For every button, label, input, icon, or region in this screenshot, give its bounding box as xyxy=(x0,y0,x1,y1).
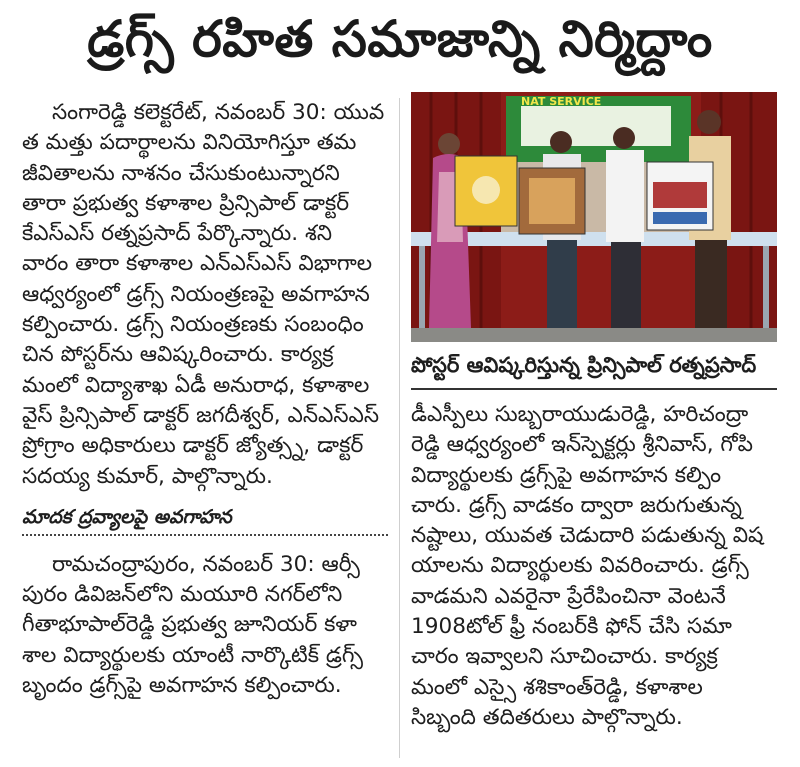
text-line: చారం ఇవ్వాలని సూచించారు. కార్యక్ర xyxy=(411,644,718,670)
text-line: సిబ్బంది తదితరులు పాల్గొన్నారు. xyxy=(411,704,683,730)
text-line: చిన పోస్టర్‌ను ఆవిష్కరించారు. కార్యక్ర xyxy=(22,342,334,368)
article-paragraph-3 xyxy=(411,400,777,733)
text-line: ఆధ్వర్యంలో డ్రగ్స్ నియంత్రణపై అవగాహన xyxy=(22,281,370,307)
text-line: ప్రోగ్రాం అధికారులు డాక్టర్ జ్యోత్స్న, డాక్టర్ xyxy=(22,433,364,459)
text-line: విద్యార్థులకు డ్రగ్స్‌పై అవగాహన కల్పిం xyxy=(411,462,722,488)
banner-text: NAT SERVICE xyxy=(521,95,602,108)
text-line: సంగారెడ్డి కలెక్టరేట్, నవంబర్ 30: యువ xyxy=(52,100,385,125)
text-line: గీతాభూపాల్‌రెడ్డి ప్రభుత్వ జూనియర్ కళా xyxy=(22,612,357,638)
left-column xyxy=(22,98,388,701)
text-line: యాలను విద్యార్థులకు వివరించారు. డ్రగ్స్ xyxy=(411,553,749,579)
photo-illustration xyxy=(411,92,777,342)
text-line: నష్టాలు, యువత చెడుదారి పడుతున్న విష xyxy=(411,523,764,549)
page-title: డ్రగ్స్ రహిత సమాజాన్ని నిర్మిద్దాం xyxy=(87,10,713,68)
text-line: శాల విద్యార్థులకు యాంటీ నార్కొటిక్ డ్రగ్స్ xyxy=(22,642,363,668)
text-line: మంలో విద్యాశాఖ ఏడీ అనురాధ, కళాశాల xyxy=(22,372,370,398)
text-line: సదయ్య కుమార్, పాల్గొన్నారు. xyxy=(22,463,273,489)
text-line: వారం తారా కళాశాల ఎన్ఎస్ఎస్ విభాగాల xyxy=(22,251,373,277)
text-line: త మత్తు పదార్థాలను వినియోగిస్తూ తమ xyxy=(22,130,357,156)
right-column xyxy=(411,92,777,733)
photo-caption: పోస్టర్ ఆవిష్కరిస్తున్న ప్రిన్సిపాల్ రత్నప్రసాద్ xyxy=(411,350,777,390)
text-line: కల్పించారు. డ్రగ్స్ నియంత్రణకు సంబంధిం xyxy=(22,312,364,338)
text-line: జీవితాలను నాశనం చేసుకుంటున్నారని xyxy=(22,160,340,186)
text-line: రెడ్డి ఆధ్వర్యంలో ఇన్‌స్పెక్టర్లు శ్రీనివాస్, గోపి xyxy=(411,432,753,458)
text-line: బృందం డ్రగ్స్‌పై అవగాహన కల్పించారు. xyxy=(22,673,342,699)
text-line: కేఎస్ఎస్ రత్నప్రసాద్ పేర్కొన్నారు. శని xyxy=(22,221,333,247)
text-line: వాడమని ఎవరైనా ప్రేరేపించినా వెంటనే xyxy=(411,583,726,609)
article-paragraph-1 xyxy=(22,98,388,492)
text-line: పురం డివిజన్‌లోని మయూరి నగర్‌లోని xyxy=(22,582,343,608)
text-line: డీఎస్పీలు సుబ్బరాయుడురెడ్డి, హరిచంద్రా xyxy=(411,402,749,427)
article-paragraph-2 xyxy=(22,550,388,701)
column-divider xyxy=(399,98,400,758)
section-subheading: మాదక ద్రవ్యాలపై అవగాహన xyxy=(22,504,388,536)
text-line: తారా ప్రభుత్వ కళాశాల ప్రిన్సిపాల్ డాక్టర్ xyxy=(22,190,350,216)
text-line: వైస్ ప్రిన్సిపాల్ డాక్టర్ జగదీశ్వర్, ఎన్ఎస్ఎస్ xyxy=(22,402,380,428)
text-line: చారు. డ్రగ్స్ వాడకం ద్వారా జరుగుతున్న xyxy=(411,492,742,518)
text-line: రామచంద్రాపురం, నవంబర్ 30: ఆర్సీ xyxy=(52,551,360,577)
text-line: 1908టోల్ ఫ్రీ నంబర్‌కి ఫోన్ చేసి సమా xyxy=(411,614,732,640)
text-line: మంలో ఎస్సై శశికాంత్‌రెడ్డి, కళాశాల xyxy=(411,674,703,700)
news-photo xyxy=(411,92,777,342)
